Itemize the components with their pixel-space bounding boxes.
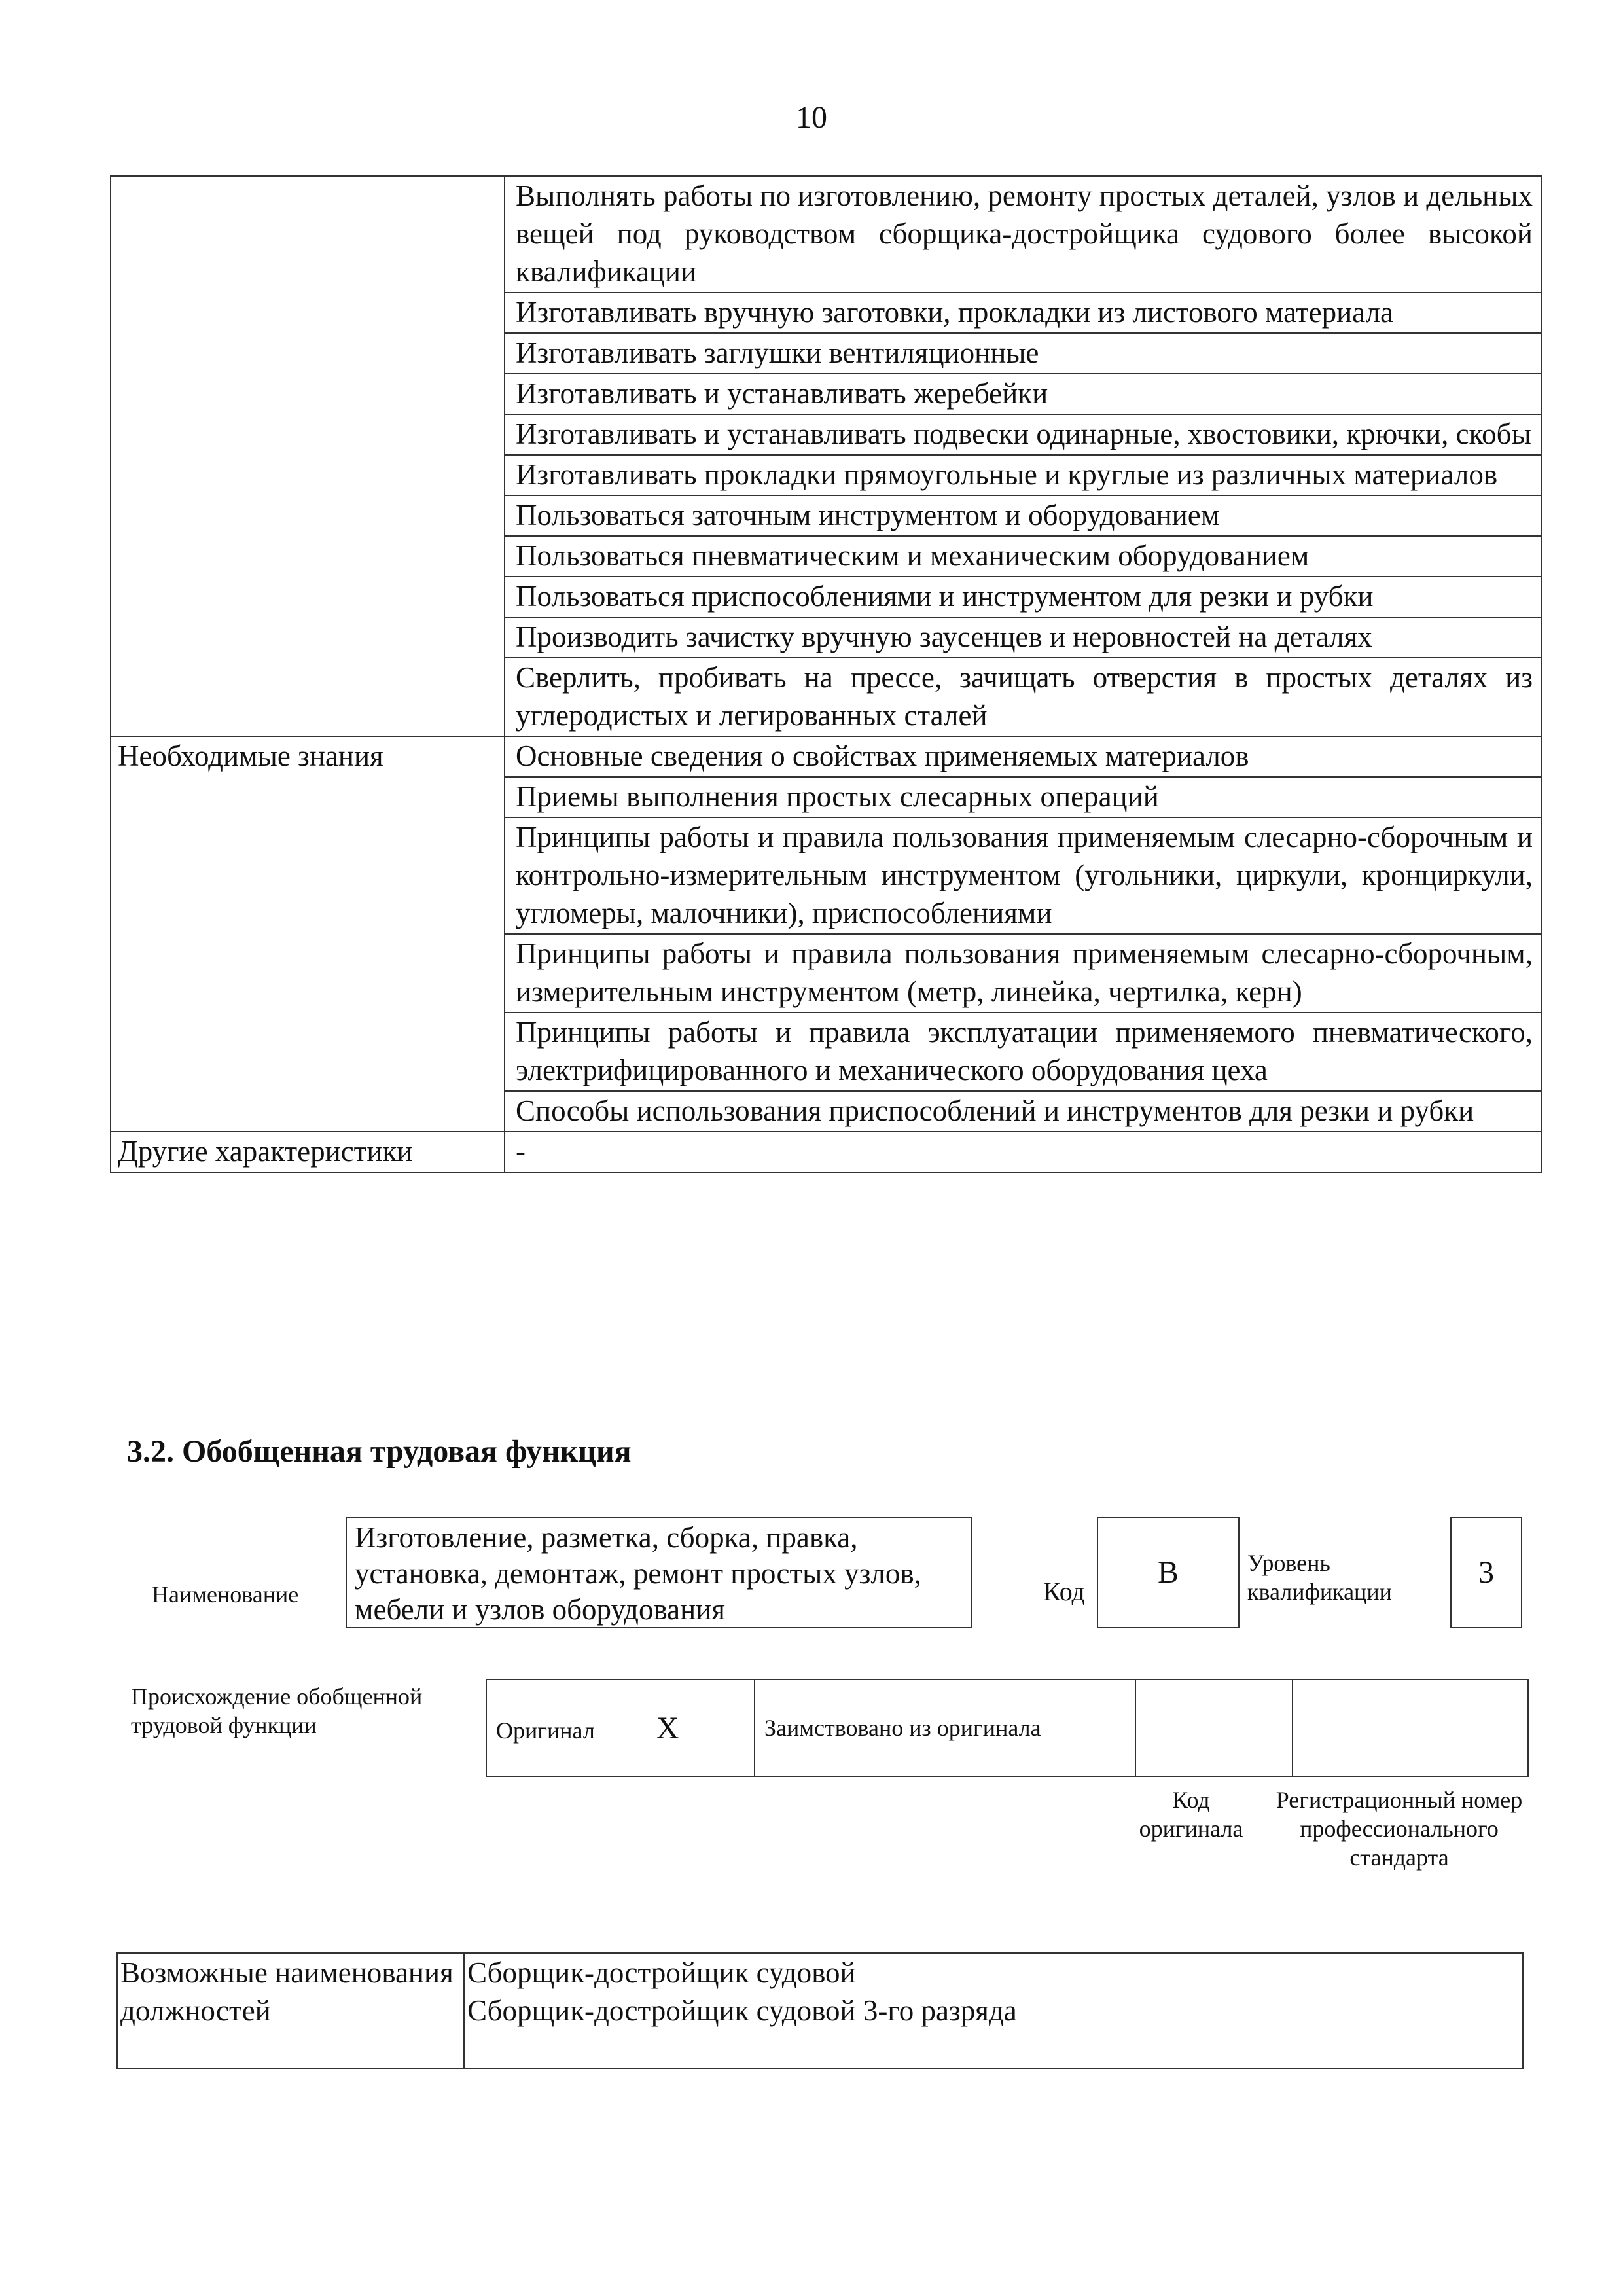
skill-item: Пользоваться заточным инструментом и оборудованием bbox=[505, 495, 1541, 536]
page-number: 10 bbox=[796, 100, 827, 135]
qualification-level-value: 3 bbox=[1450, 1517, 1522, 1628]
origin-original-cell bbox=[486, 1679, 755, 1776]
skill-item: Изготавливать заглушки вентиляционные bbox=[505, 333, 1541, 374]
skill-item: Сверлить, пробивать на прессе, зачищать отверстия в простых деталях из углеродистых и легированных сталей bbox=[505, 658, 1541, 736]
origin-original-label: Оригинал bbox=[496, 1717, 595, 1744]
origin-code-cell bbox=[1135, 1679, 1293, 1776]
section-title: 3.2. Обобщенная трудовая функция bbox=[127, 1434, 632, 1469]
name-value: Изготовление, разметка, сборка, правка, установка, демонтаж, ремонт простых узлов, мебели и узлов оборудования bbox=[346, 1517, 972, 1628]
skill-item: Производить зачистку вручную заусенцев и неровностей на деталях bbox=[505, 617, 1541, 658]
knowledge-item: Основные сведения о свойствах применяемых материалов bbox=[505, 736, 1541, 777]
skill-item: Пользоваться приспособлениями и инструментом для резки и рубки bbox=[505, 577, 1541, 617]
positions-values-cell bbox=[464, 1953, 1523, 2068]
name-label: Наименование bbox=[152, 1581, 299, 1607]
skills-label-cell bbox=[111, 176, 505, 736]
other-characteristics-label: Другие характеристики bbox=[111, 1132, 505, 1172]
origin-borrowed-label: Заимствовано из оригинала bbox=[755, 1679, 1135, 1776]
position-item: Сборщик-достройщик судовой 3-го разряда bbox=[467, 1994, 1017, 2027]
origin-label: Происхождение обобщенной трудовой функции bbox=[131, 1683, 423, 1738]
knowledge-label: Необходимые знания bbox=[111, 736, 505, 1132]
origin-registration-cell bbox=[1293, 1679, 1528, 1776]
origin-mark: X bbox=[656, 1710, 679, 1746]
origin-code-caption: Код оригинала bbox=[1139, 1787, 1243, 1842]
skills-knowledge-table bbox=[110, 175, 1542, 1173]
code-label: Код bbox=[1043, 1577, 1085, 1606]
skill-item: Выполнять работы по изготовлению, ремонту простых деталей, узлов и дельных вещей под руководством сборщика-достройщика судового более высокой квалификации bbox=[505, 176, 1541, 293]
knowledge-item: Принципы работы и правила пользования применяемым слесарно-сборочным, измерительным инструментом (метр, линейка, чертилка, керн) bbox=[505, 934, 1541, 1013]
skill-item: Изготавливать вручную заготовки, прокладки из листового материала bbox=[505, 293, 1541, 333]
knowledge-item: Принципы работы и правила эксплуатации применяемого пневматического, электрифицированного и механического оборудования цеха bbox=[505, 1013, 1541, 1091]
skill-item: Изготавливать прокладки прямоугольные и круглые из различных материалов bbox=[505, 455, 1541, 495]
code-value: B bbox=[1097, 1517, 1240, 1628]
knowledge-item: Способы использования приспособлений и инструментов для резки и рубки bbox=[505, 1091, 1541, 1132]
skill-item: Пользоваться пневматическим и механическим оборудованием bbox=[505, 536, 1541, 577]
origin-registration-caption: Регистрационный номер профессионального стандарта bbox=[1275, 1787, 1523, 1871]
other-characteristics-value: - bbox=[505, 1132, 1541, 1172]
knowledge-item: Принципы работы и правила пользования применяемым слесарно-сборочным и контрольно-измерительным инструментом (угольники, циркули, кронциркули, угломеры, малочники), приспособлениями bbox=[505, 817, 1541, 934]
skill-item: Изготавливать и устанавливать жеребейки bbox=[505, 374, 1541, 414]
positions-label: Возможные наименования должностей bbox=[117, 1953, 464, 2068]
knowledge-item: Приемы выполнения простых слесарных операций bbox=[505, 777, 1541, 817]
position-item: Сборщик-достройщик судовой bbox=[467, 1956, 856, 1989]
skill-item: Изготавливать и устанавливать подвески одинарные, хвостовики, крючки, скобы bbox=[505, 414, 1541, 455]
qualification-level-label: Уровень квалификации bbox=[1247, 1550, 1392, 1605]
positions-table bbox=[116, 1952, 1524, 2069]
origin-table bbox=[486, 1679, 1529, 1777]
